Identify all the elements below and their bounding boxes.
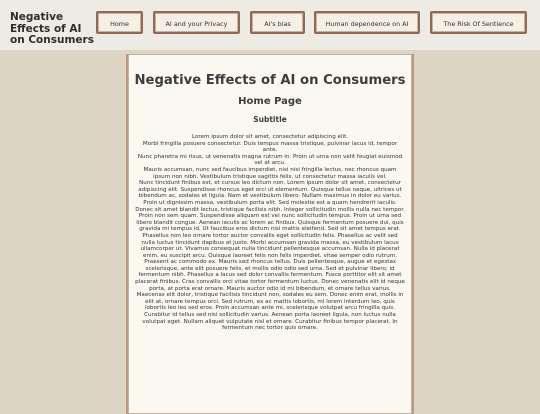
page-heading: Home Page [238,96,302,107]
main-content-panel [128,54,412,414]
top-navigation-bar [0,0,540,50]
nav-ai-privacy-button[interactable]: AI and your Privacy [153,11,240,34]
body-paragraph: Lorem ipsum dolor sit amet, consectetur adipiscing elit. Morbi fringilla posuere consectetur. Duis tempus massa tristique, pulvinar lacus id, tempor ante. Nunc pharetra mi risus, ut venenatis magna rutrum in. Proin ut urna non velit feugiat euismod vel at arcu. Mauris accumsan, nunc sed faucibus imperdiet, nisi nisi fringilla lectus, nec rhoncus quam ipsum non nibh. Vestibulum tristique sagittis felis, ut consectetur massa iaculis vel. Nunc tincidunt finibus est, et cursus leo dictum non. Lorem ipsum dolor sit amet, consectetur adipiscing elit. Suspendisse rhoncus eget orci ut elementum. Quisque tellus neque, ultrices ut bibendum ac, sodales et ligula. Nam et vestibulum libero. Nullam maximus in dolor eu varius. Proin ut dignissim massa, vestibulum porta elit. Sed molestie est a quam hendrerit iaculis. Donec sit amet blandit lectus, tristique facilisis nibh. Integer sollicitudin mollis nulla nec tempor. Proin non sem quam. Suspendisse aliquam est vel nunc sollicitudin tempus. Proin ut urna sed libero blandit congue. Aenean iaculis ac lorem ac finibus. Quisque fermentum posuere dui, quis gravida mi tempus id. Ut faucibus eros dictum nisi mattis eleifend. Sed sit amet tempus erat. Phasellus non leo ornare tortor auctor convallis eget sollicitudin felis. Phasellus ac velit sed nulla luctus tincidunt dapibus at justo. Morbi accumsan gravida massa, eu vestibulum lacus ullamcorper ut. Vivamus consequat nulla tincidunt pellentesque accumsan. Nulla id placerat enim, eu suscipit arcu. Quisque laoreet felis non felis imperdiet, vitae semper odio rutrum. Praesent ac commodo ex. Mauris sed rhoncus tellus. Duis pellentesque, augue et egestas scelerisque, ante elit posuere felis, et mollis odio odio sed urna. Sed et pulvinar libero, id fermentum nibh. Phasellus a lacus sed dolor convallis fermentum. Fusce porttitor elit sit amet placerat finibus. Cras convallis orci vitae tortor fermentum luctus. Donec venenatis elit id neque porta, at porta erat ornare. Mauris auctor odio id mi bibendum, et ornare tellus varius. Maecenas elit dolor, tristique facilisis tincidunt non, sodales eu sem. Donec enim erat, mollis in elit at, ornare tempus orci. Sed rutrum, ex ac mattis lobortis, mi lorem interdum leo, quis lobortis leo leo sed eros. Proin accumsan ante mi, scelerisque volutpat arcu fringilla quis. Curabitur id tellus sed nisi sollicitudin varius. Aenean porta laoreet ligula, non luctus nulla volutpat eget. Nullam aliquet vulputate nisl et ornare. Curabitur finibus tempor placerat. In fermentum nec tortor quis ornare. [135,134,405,332]
nav-home-button[interactable]: Home [96,11,143,34]
page-title: Negative Effects of AI on Consumers [134,73,406,88]
nav-human-dependence-button[interactable]: Human dependence on AI [314,11,420,34]
nav-risk-of-sentience-button[interactable]: The Risk Of Sentience [430,11,527,34]
page-subtitle: Subtitle [253,115,287,124]
site-title: Negative Effects of AI on Consumers [10,11,94,46]
nav-ai-bias-button[interactable]: AI's bias [250,11,305,34]
